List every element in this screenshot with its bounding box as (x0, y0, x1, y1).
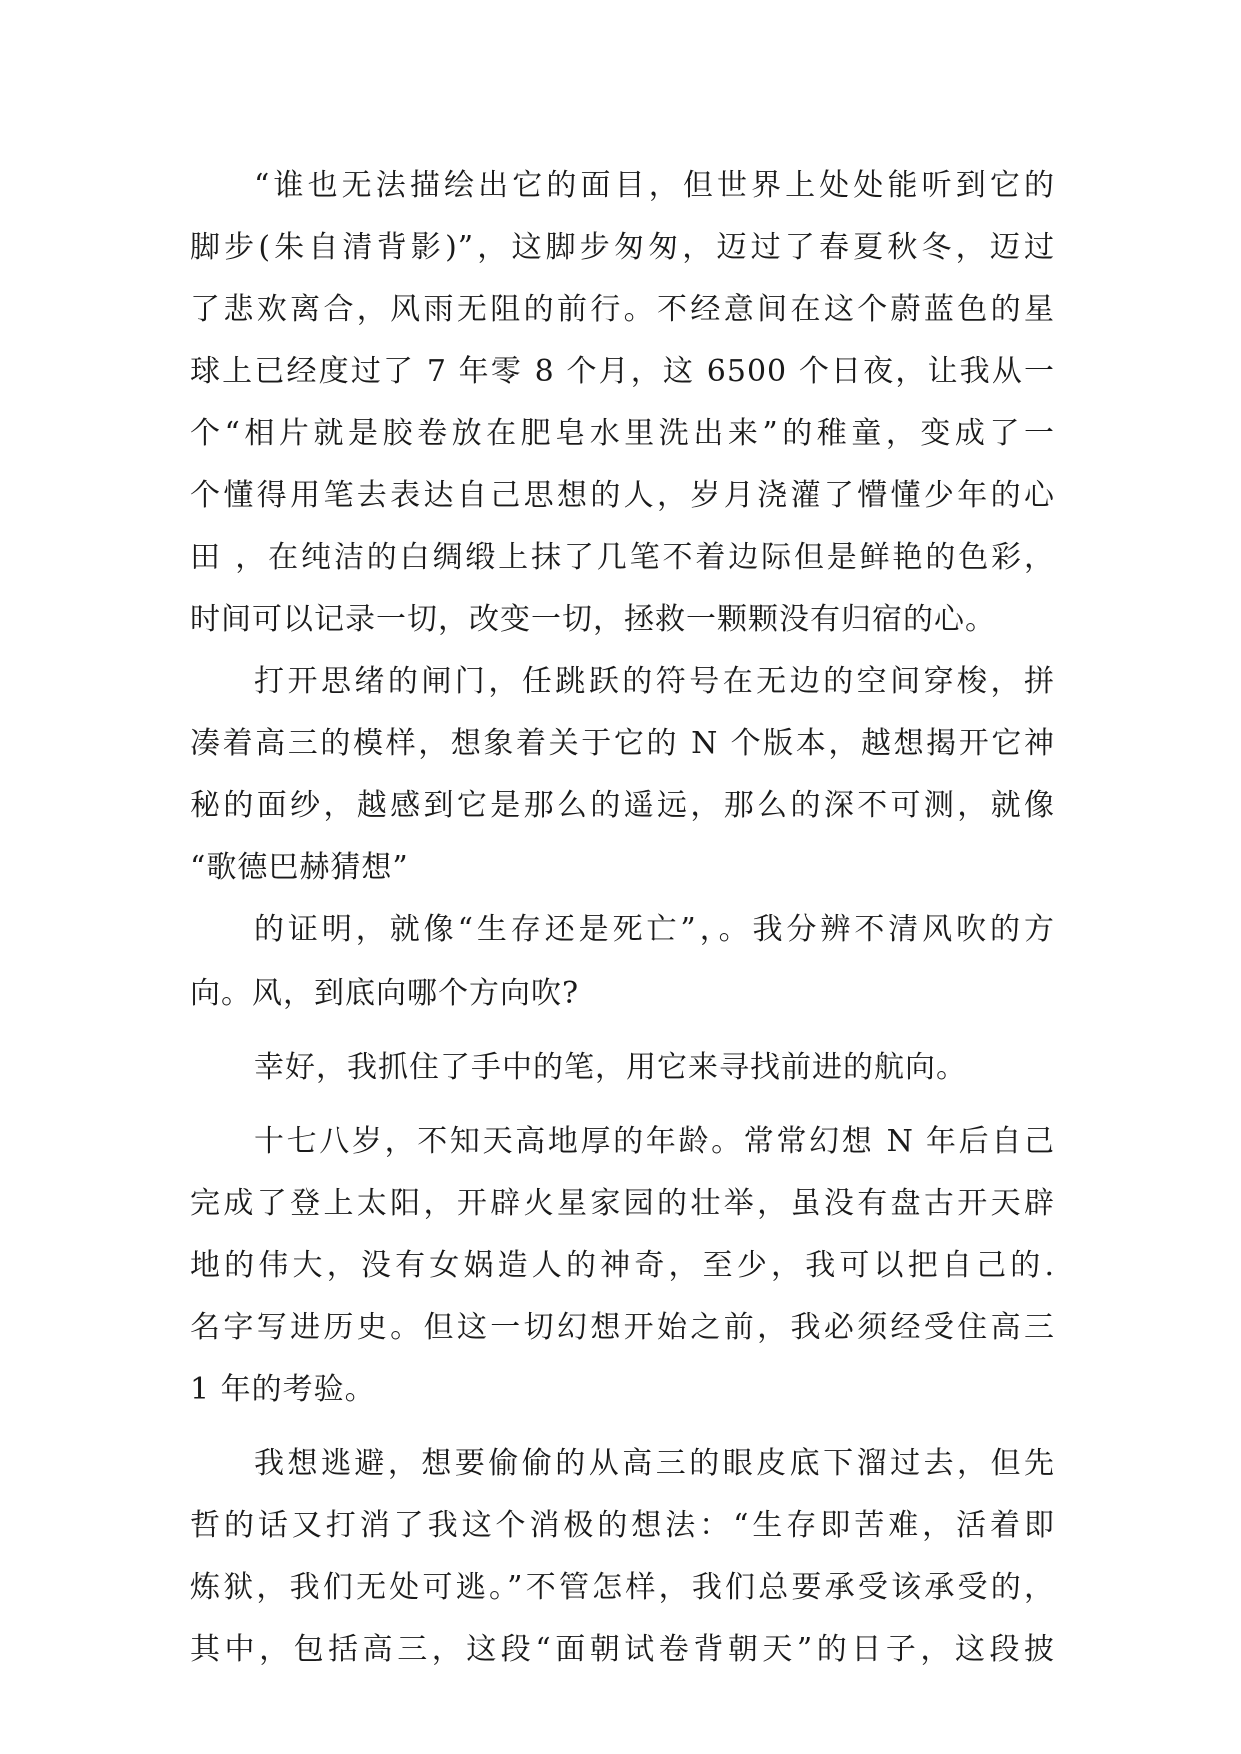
text-line: 向。风，到底向哪个方向吹? (190, 976, 580, 1011)
text-line: 个“相片就是胶卷放在肥皂水里洗出来”的稚童，变成了一 (190, 416, 1055, 451)
text-line: 地的伟大，没有女娲造人的神奇，至少，我可以把自己的. (190, 1248, 1055, 1283)
text-line: 打开思绪的闸门，任跳跃的符号在无边的空间穿梭，拼 (254, 664, 1055, 699)
text-line: 脚步(朱自清背影)”，这脚步匆匆，迈过了春夏秋冬，迈过 (190, 230, 1055, 265)
text-line: “谁也无法描绘出它的面目，但世界上处处能听到它的 (254, 168, 1055, 203)
text-line: 其中，包括高三，这段“面朝试卷背朝天”的日子，这段披 (190, 1632, 1055, 1667)
text-line: “歌德巴赫猜想” (190, 850, 409, 885)
text-line: 完成了登上太阳，开辟火星家园的壮举，虽没有盘古开天辟 (190, 1186, 1055, 1221)
text-line: 凑着高三的模样，想象着关于它的 N 个版本，越想揭开它神 (190, 726, 1055, 761)
text-line: 的证明，就像“生存还是死亡”，。我分辨不清风吹的方 (254, 912, 1055, 947)
text-line: 炼狱，我们无处可逃。”不管怎样，我们总要承受该承受的， (190, 1570, 1055, 1605)
text-line: 名字写进历史。但这一切幻想开始之前，我必须经受住高三 (190, 1310, 1055, 1345)
text-line: 1 年的考验。 (190, 1372, 376, 1407)
text-line: 我想逃避，想要偷偷的从高三的眼皮底下溜过去，但先 (254, 1446, 1055, 1481)
text-line: 十七八岁，不知天高地厚的年龄。常常幻想 N 年后自己 (254, 1124, 1055, 1159)
text-line: 田 ，在纯洁的白绸缎上抹了几笔不着边际但是鲜艳的色彩， (190, 540, 1055, 575)
text-line: 球上已经度过了 7 年零 8 个月，这 6500 个日夜，让我从一 (190, 354, 1055, 389)
text-line: 秘的面纱，越感到它是那么的遥远，那么的深不可测，就像 (190, 788, 1055, 823)
text-line: 哲的话又打消了我这个消极的想法：“生存即苦难，活着即 (190, 1508, 1055, 1543)
text-line: 幸好，我抓住了手中的笔，用它来寻找前进的航向。 (254, 1050, 967, 1085)
essay-body (190, 155, 1055, 1681)
text-line: 了悲欢离合，风雨无阻的前行。不经意间在这个蔚蓝色的星 (190, 292, 1055, 327)
text-line: 时间可以记录一切，改变一切，拯救一颗颗没有归宿的心。 (190, 602, 996, 637)
text-line: 个懂得用笔去表达自己思想的人，岁月浇灌了懵懂少年的心 (190, 478, 1055, 513)
